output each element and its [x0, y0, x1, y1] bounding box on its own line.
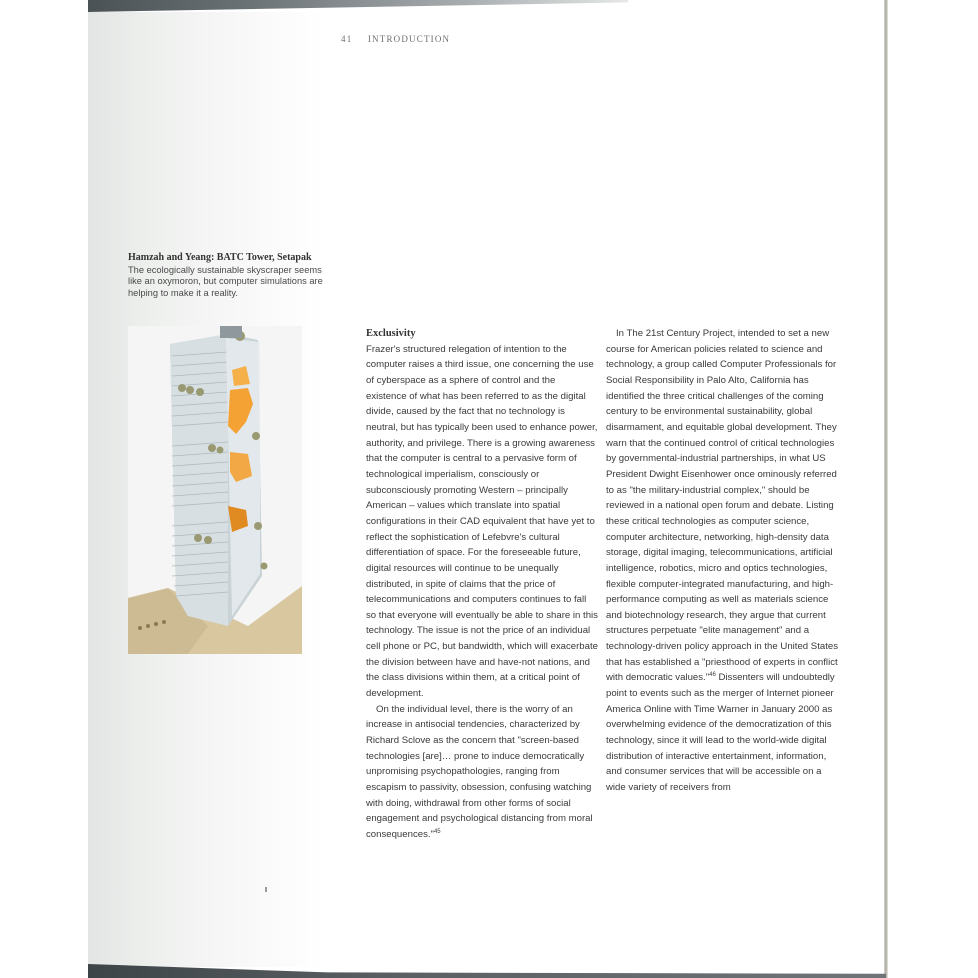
- footnote-ref: 46: [709, 672, 716, 679]
- tower-left-face: [170, 334, 228, 626]
- paragraph-text: On the individual level, there is the worry of an increase in antisocial tendencies, characterized by Richard Sclove as the concern that "screen-based technologies [are]… prone to induce democratically unpromising psychopathologies, ranging from escapism to passivity, obsession, confusing watching with doing, withdrawal from other forms of social engagement and psychological distancing from moral consequences.": [366, 703, 593, 840]
- text-column-left: [366, 326, 598, 843]
- section-title: INTRODUCTION: [367, 34, 451, 44]
- paragraph-text: In The 21st Century Project, intended to set a new course for American policies related to science and technology, a group called Computer Professionals for Social Responsibility in Palo Alto, California has identified the three critical challenges of the coming century to be environmental sustainability, global disarmament, and equitable global development. They warn that the continued control of critical technologies by governmental-industrial partnerships, in what US President Dwight Eisenhower once ominously referred to as "the military-industrial complex," should be reviewed in a national open forum and debate. Listing these critical technologies as computer science, computer architecture, networking, high-density data storage, digital imaging, telecommunications, artificial intelligence, robotics, micro and optics technologies, flexible computer-integrated manufacturing, and high-performance computing as well as materials science and biotechnology research, they argue that current structures perpetuate "elite management" and a technology-driven policy approach in the United States that has established a "priesthood of experts in conflict with democratic values.": [606, 328, 838, 684]
- body-paragraph: [366, 702, 598, 843]
- caption-text: The ecologically sustainable skyscraper seems like an oxymoron, but computer simulations are helping to make it a reality.: [128, 264, 323, 298]
- body-paragraph: Frazer's structured relegation of intention to the computer raises a third issue, one concerning the use of cyberspace as a sphere of control and the existence of what has been referred to as the digital divide, caused by the fact that no technology is neutral, but has typically been used to enhance power, authority, and privilege. There is a growing awareness that the computer is central to a pervasive form of technological imperialism, consciously or subconsciously promoting Western – principally American – values which translate into spatial configurations in their CAD equivalent that have yet to reflect the sophistication of Lefebvre's cultural differentiation of space. For the foreseeable future, digital resources will continue to be unequally distributed, in spite of claims that the price of telecommunications and computers continues to fall so that everyone will eventually be able to share in this technology. The issue is not the price of an individual cell phone or PC, but bandwidth, which will exacerbate the division between have and have-not nations, and the class divisions within them, at a critical point of development.: [366, 343, 598, 700]
- roof-mast: [220, 326, 242, 338]
- footnote-ref: 45: [433, 828, 441, 835]
- figure-caption: [128, 252, 338, 299]
- page-number: 41: [341, 34, 353, 44]
- running-head: [341, 34, 450, 44]
- page-edge: [884, 0, 888, 978]
- text-column-right: [606, 326, 838, 796]
- paragraph-text: Dissenters will undoubtedly point to events such as the merger of Internet pioneer America Online with Time Warner in January 2000 as overwhelming evidence of the democratization of this technology, since it will lead to the world-wide digital distribution of interactive entertainment, information, and consumer services that will be accessible on a wide variety of receivers from: [606, 672, 835, 794]
- body-paragraph: [606, 326, 838, 796]
- scan-speck: [265, 887, 267, 892]
- caption-title: Hamzah and Yeang: BATC Tower, Setapak: [128, 252, 312, 263]
- section-heading: Exclusivity: [366, 328, 416, 339]
- tower-illustration: [128, 326, 302, 654]
- scan-shadow-top: [88, 0, 628, 12]
